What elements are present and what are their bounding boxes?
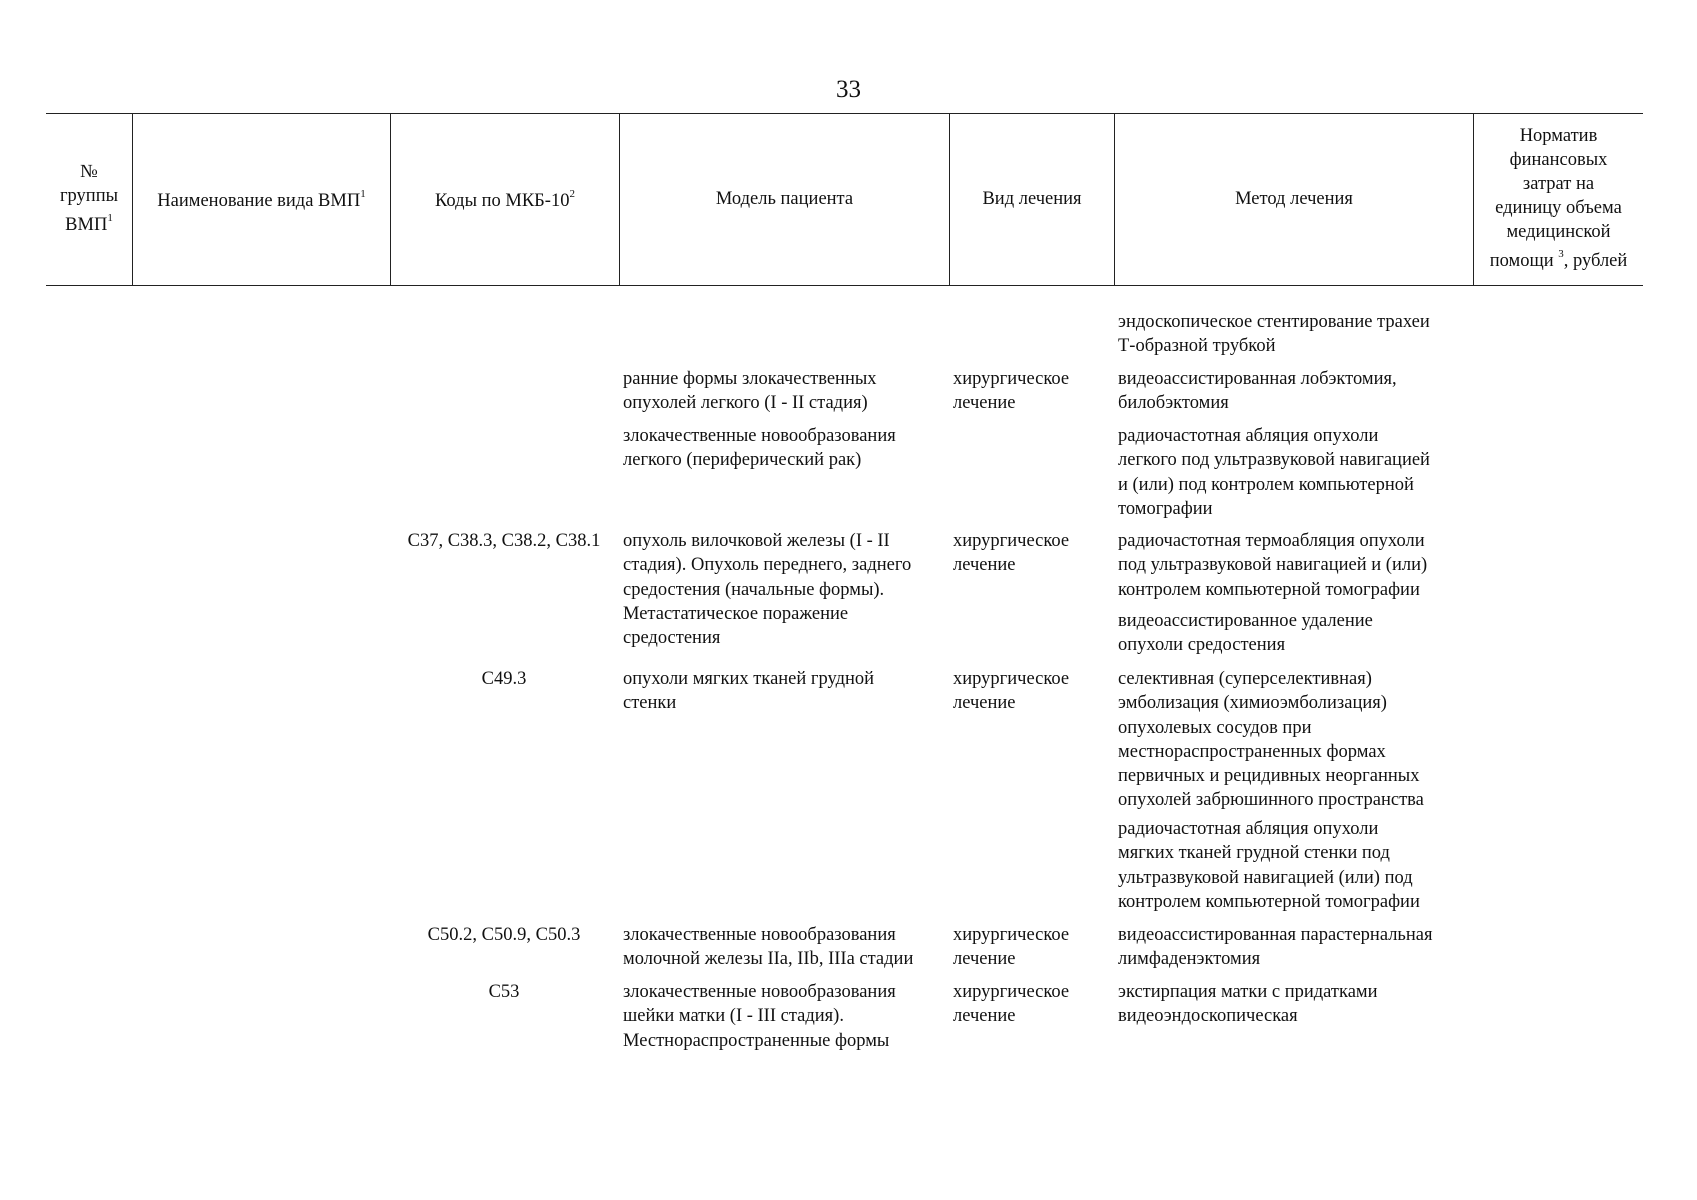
- model-cell: опухоль вилочковой железы (I - II стадия). Опухоль переднего, заднего средостения (начальные формы). Метастатическое поражение средостения: [623, 531, 912, 649]
- method-cell: селективная (суперселективная) эмболизация (химиоэмболизация) опухолевых сосудов при местнораспространенных формах первичных и рецидивных неорганных опухолей забрюшинного пространства: [1118, 669, 1424, 811]
- page-number: 33: [836, 76, 861, 103]
- model-cell: злокачественные новообразования молочной железы IIa, IIb, IIIa стадии: [623, 925, 914, 970]
- treatment-kind-cell: хирургическое лечение: [953, 669, 1070, 714]
- header-codes: Коды по МКБ-$10^2$: [435, 188, 575, 212]
- treatment-kind-cell: хирургическое лечение: [953, 369, 1070, 414]
- header-method: Метод лечения: [1235, 189, 1353, 209]
- method-cell: видеоассистированное удаление опухоли средостения: [1118, 611, 1373, 656]
- icd-code-cell: C49.3: [481, 669, 527, 689]
- method-cell: эндоскопическое стентирование трахеи Т-образной трубкой: [1118, 312, 1430, 357]
- header-name: Наименование вида ВМП$^1$: [157, 188, 366, 212]
- method-cell: радиочастотная абляция опухоли мягких тканей грудной стенки под ультразвуковой навигацией (или) под контролем компьютерной томографии: [1118, 819, 1420, 912]
- treatment-kind-cell: хирургическое лечение: [953, 925, 1070, 970]
- icd-code-cell: C37, C38.3, C38.2, C38.1: [407, 531, 601, 551]
- model-cell: ранние формы злокачественных опухолей легкого (I - II стадия): [623, 369, 877, 414]
- model-cell: злокачественные новообразования шейки матки (I - III стадия). Местнораспространенные формы: [623, 982, 896, 1051]
- model-cell: опухоли мягких тканей грудной стенки: [623, 669, 875, 714]
- header-norm: Норматив финансовых затрат на единицу объема медицинской помощи $^3$, рублей: [1489, 126, 1628, 272]
- method-cell: радиочастотная абляция опухоли легкого под ультразвуковой навигацией и (или) под контролем компьютерной томографии: [1118, 426, 1430, 519]
- header-model: Модель пациента: [715, 189, 854, 209]
- treatment-kind-cell: хирургическое лечение: [953, 531, 1070, 576]
- method-cell: экстирпация матки с придатками видеоэндоскопическая: [1118, 982, 1378, 1027]
- treatment-kind-cell: хирургическое лечение: [953, 982, 1070, 1027]
- header-bottom-rule: [46, 285, 1643, 286]
- icd-code-cell: C53: [488, 982, 520, 1002]
- header-group-no: № группы ВМП$^1$: [59, 162, 119, 236]
- icd-code-cell: C50.2, C50.9, C50.3: [427, 925, 581, 945]
- method-cell: видеоассистированная парастернальная лимфаденэктомия: [1118, 925, 1433, 970]
- header-kind: Вид лечения: [982, 189, 1082, 209]
- model-cell: злокачественные новообразования легкого (периферический рак): [623, 426, 896, 471]
- method-cell: радиочастотная термоабляция опухоли под ультразвуковой навигацией и (или) контролем компьютерной томографии: [1118, 531, 1428, 600]
- method-cell: видеоассистированная лобэктомия, билобэктомия: [1118, 369, 1397, 414]
